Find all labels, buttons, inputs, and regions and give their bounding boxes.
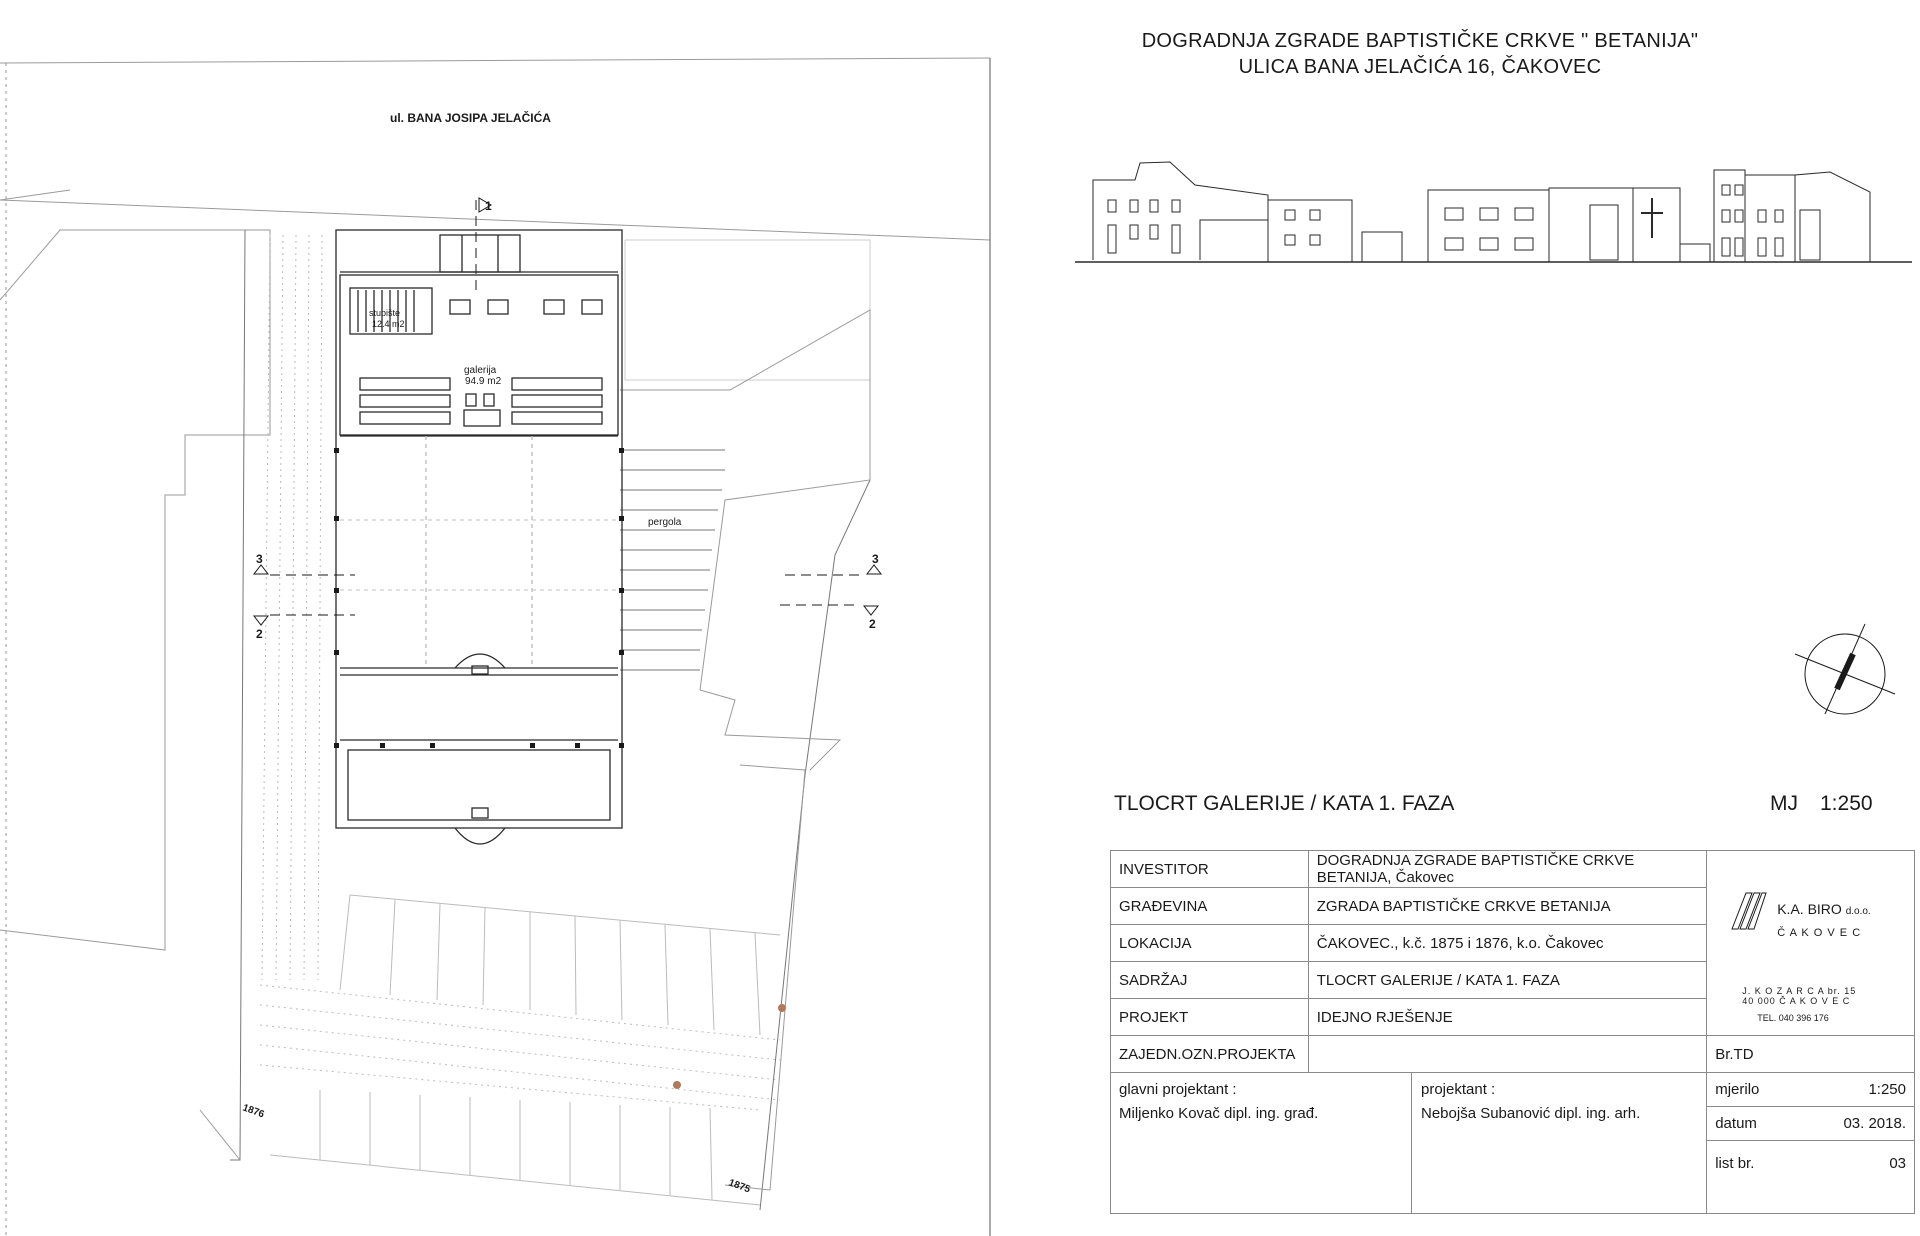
projekt-label: PROJEKT <box>1111 999 1309 1036</box>
section-arrow-3-right <box>867 565 881 574</box>
firm-stamp: K.A. BIRO d.o.o. Č A K O V E C J. K O Z A R C A br. 15 40 000 Č A K O V E C TEL. 040 396 176 <box>1707 851 1915 1036</box>
north-arrow <box>1795 624 1895 714</box>
section-label-3-right: 3 <box>872 552 879 566</box>
firm-name: K.A. BIRO <box>1777 901 1842 917</box>
glavni-name: Miljenko Kovač dipl. ing. građ. <box>1119 1105 1319 1122</box>
projekt-value: IDEJNO RJEŠENJE <box>1308 999 1706 1036</box>
section-label-2-left: 2 <box>256 627 263 641</box>
firm-logo <box>1722 891 1767 931</box>
room-stair-name: stubište <box>369 308 401 318</box>
neighbour-building-left <box>0 230 270 950</box>
room-gallery-name: galerija <box>464 365 497 376</box>
lokacija-label: LOKACIJA <box>1111 925 1309 962</box>
meta-block <box>1707 1073 1915 1214</box>
section-label-1: 1 <box>485 199 492 213</box>
pergola-label: pergola <box>648 517 682 528</box>
section-label-2-right: 2 <box>869 617 876 631</box>
project-title-line-2: ULICA BANA JELAČIĆA 16, ČAKOVEC <box>1238 56 1602 78</box>
street-name: ul. BANA JOSIPA JELAČIĆA <box>390 111 551 125</box>
marker-dot <box>778 1004 786 1012</box>
drawing-title: TLOCRT GALERIJE / KATA 1. FAZA <box>1114 792 1455 815</box>
datum-label: datum <box>1715 1115 1757 1132</box>
section-arrow-2-right <box>864 606 878 615</box>
marker-dot <box>673 1081 681 1089</box>
neighbour-building-right <box>620 310 870 770</box>
br-td-label: Br.TD <box>1707 1036 1915 1073</box>
mjerilo-label: mjerilo <box>1715 1081 1760 1098</box>
room-gallery-area: 94.9 m2 <box>465 376 502 387</box>
room-stair-area: 12.4 m2 <box>372 319 405 329</box>
sadrzaj-value: TLOCRT GALERIJE / KATA 1. FAZA <box>1308 962 1706 999</box>
zajedn-label: ZAJEDN.OZN.PROJEKTA <box>1111 1036 1309 1073</box>
scale-label: MJ <box>1770 792 1798 815</box>
gradevina-label: GRAĐEVINA <box>1111 888 1309 925</box>
list-label: list br. <box>1715 1155 1755 1172</box>
lokacija-value: ČAKOVEC., k.č. 1875 i 1876, k.o. Čakovec <box>1308 925 1706 962</box>
list-value: 03 <box>1889 1155 1906 1172</box>
street-elevation <box>1075 162 1912 262</box>
sadrzaj-label: SADRŽAJ <box>1111 962 1309 999</box>
mjerilo-value: 1:250 <box>1868 1081 1906 1098</box>
columns <box>334 448 624 748</box>
parcel-label-1875: 1875 <box>726 1177 752 1196</box>
section-label-3-left: 3 <box>256 552 263 566</box>
scale-value: 1:250 <box>1820 792 1873 815</box>
gradevina-value: ZGRADA BAPTISTIČKE CRKVE BETANIJA <box>1308 888 1706 925</box>
project-title-line-1: DOGRADNJA ZGRADE BAPTISTIČKE CRKVE " BETANIJA" <box>1141 30 1699 52</box>
projektant-label: projektant : <box>1421 1081 1496 1098</box>
datum-value: 03. 2018. <box>1843 1115 1906 1132</box>
projektant-name: Nebojša Subanović dipl. ing. arh. <box>1421 1105 1641 1122</box>
title-block <box>1110 850 1915 1214</box>
investitor-value: DOGRADNJA ZGRADE BAPTISTIČKE CRKVE BETANIJA, Čakovec <box>1308 851 1706 888</box>
glavni-label: glavni projektant : <box>1119 1081 1237 1098</box>
signatures <box>1111 1073 1707 1214</box>
street-edge <box>0 58 990 63</box>
investitor-label: INVESTITOR <box>1111 851 1309 888</box>
parcel-label-1876: 1876 <box>240 1102 266 1121</box>
